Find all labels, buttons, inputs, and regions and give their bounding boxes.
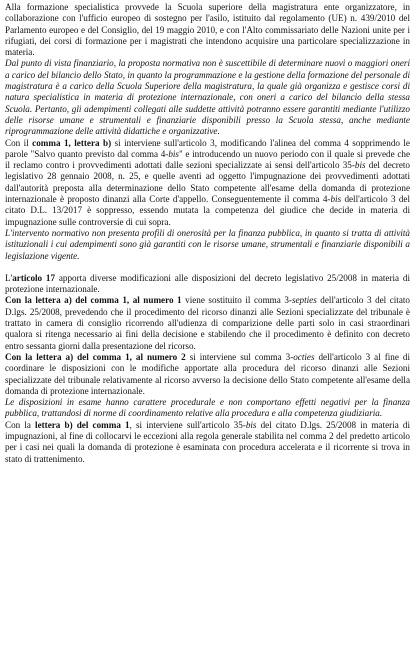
paragraph-financial-note-procedural: Le disposizioni in esame hanno carattere procedurale e non comportano effetti negativi per la finanza pubblica, trattandosi di norme di coordinamento relative alla procedura e alla competenza giudiziaria. xyxy=(5,397,410,419)
text-run: si interviene sul comma 3- xyxy=(185,351,294,362)
spacer xyxy=(5,262,410,273)
text-run: del citato D.lgs. 25/2008 in materia di impugnazioni, al fine di collocarvi le eccezioni alla regola generale stabilita nel comma 2 del predetto articolo per i casi nei quali la domanda di protezione è esaminata con procedura accelerata e il ricorrente si trova in stato di trattenimento. xyxy=(5,419,411,464)
text-run: Con la xyxy=(5,419,36,430)
text-run: " e introducendo un nuovo periodo con il quale si prevede che il reclamo contro i provvedimenti adottati dalle sezioni specializzate ai sensi dell'articolo 35- xyxy=(5,148,410,171)
bold-reference: articolo 17 xyxy=(12,272,56,283)
text-run: , si interviene sull'articolo 35- xyxy=(129,419,246,430)
bold-reference: lettera b) del comma 1 xyxy=(35,419,130,430)
italic-term: bis xyxy=(245,419,257,430)
bold-reference: Con la lettera a) del comma 1, al numero 2 xyxy=(5,351,186,362)
text-run: dell'articolo 3 del citato D.L. 13/2017 è soppresso, essendo mutata la competenza del giudice che decide in materia di impugnazione sulle controversie di cui sopra. xyxy=(5,194,410,227)
bold-reference: Con la lettera a) del comma 1, al numero 1 xyxy=(5,295,182,306)
bold-reference: comma 1, lettera b) xyxy=(32,137,112,148)
paragraph-lettera-a-numero-1 xyxy=(5,295,410,351)
paragraph-financial-note-training: Dal punto di vista finanziario, la proposta normativa non è suscettibile di determinare nuovi o maggiori oneri a carico del bilancio dello Stato, in quanto la programmazione e la gestione della formazione del personale di magistratura è a carico della Scuola Superiore della magistratura, la quale già organizza e gestisce corsi di natura specialistica in materia di protezione internazionale, con oneri a carico del bilancio della stessa Scuola. Pertanto, gli adempimenti collegati alle suddette attività potranno essere garantiti mediante l'utilizzo delle risorse umane e strumentali e finanziarie disponibili presso la Scuola stessa, anche mediante riprogrammazione delle attività didattiche e organizzative. xyxy=(5,58,410,137)
text-run: viene sostituito il comma 3- xyxy=(181,295,292,306)
paragraph-training: Alla formazione specialistica provvede la Scuola superiore della magistratura ente organizzatore, in collaborazione con l'ufficio europeo di sostegno per l'asilo, istituito dal regolamento (UE) n. 439/2010 del Parlamento europeo e del Consiglio, del 19 maggio 2010, e con l'Alto commissariato delle Nazioni unite per i rifugiati, dei corsi di formazione per i magistrati che intendono acquisire una particolare specializzazione in materia. xyxy=(5,2,410,58)
italic-term: bis xyxy=(168,148,179,159)
paragraph-comma1-lettera-b xyxy=(5,138,410,228)
italic-term: bis xyxy=(354,160,366,171)
text-run: Con il xyxy=(5,137,33,148)
italic-term: octies xyxy=(293,351,315,362)
text-run: L' xyxy=(5,272,13,283)
text-run: dell'articolo 3 del citato D.lgs. 25/2008, prevedendo che il procedimento del ricorso dinanzi alle Sezioni specializzate del tribunale è trattato in camera di consiglio ricorrendo all'udienza di comparizione delle parti solo in casi straordinari qualora si ritenga necessario ai fini della decisione e stabilendo che il procedimento è definito con decreto entro sessanta giorni dalla presentazione del ricorso. xyxy=(5,295,410,351)
paragraph-articolo-17 xyxy=(5,273,410,296)
paragraph-financial-note-normative: L'intervento normativo non presenta profili di onerosità per la finanza pubblica, in quanto si tratta di attività istituzionali i cui adempimenti sono già garantiti con le risorse umane, strumentali e finanziarie disponibili a legislazione vigente. xyxy=(5,227,410,261)
text-run: dell'articolo 3 al fine di coordinare le disposizioni con le modifiche apportate alla procedura del ricorso dinanzi alle Sezioni specializzate del tribunale relativamente al ricorso avverso la decisione dello Stato competente all'esame della domanda di protezione internazionale. xyxy=(5,351,410,396)
paragraph-lettera-b-comma-1 xyxy=(5,420,410,465)
text-run: del decreto legislativo 28 gennaio 2008, n. 25, e quelle aventi ad oggetto l'impugnazione dei provvedimenti adottati dall'autorità preposta alla determinazione dello Stato competente all'esame della domanda di protezione internazionale è proposto dinanzi alla Corte d'appello. Conseguentemente il comma 4- xyxy=(5,160,410,205)
text-run: apporta diverse modificazioni alle disposizioni del decreto legislativo 25/2008 in materia di protezione internazionale. xyxy=(5,272,410,295)
paragraph-lettera-a-numero-2 xyxy=(5,352,410,397)
italic-term: bis xyxy=(330,194,342,205)
italic-term: septies xyxy=(291,295,317,306)
text-run: si interviene sull'articolo 3, modificando l'alinea del comma 4 sopprimendo le parole "Salvo quanto previsto dal comma 4- xyxy=(5,137,410,159)
